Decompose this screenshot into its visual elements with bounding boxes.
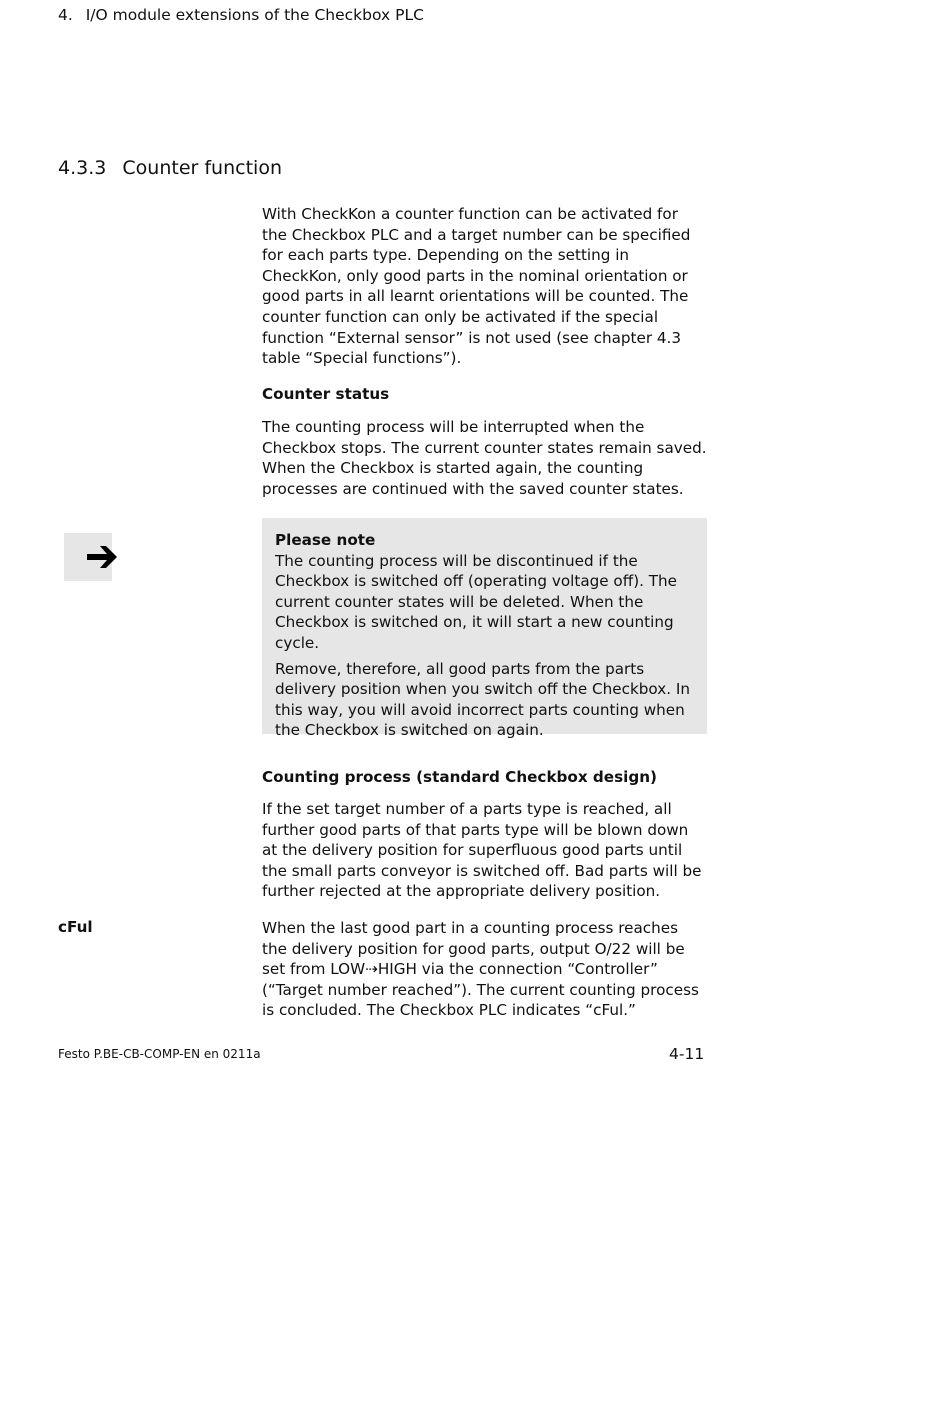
chapter-number: 4. (58, 6, 73, 24)
counting-process-text: If the set target number of a parts type is reached, all further good parts of that parts type will be blown down at the delivery position for superfluous good parts until the small parts conveyor is switched off. Bad parts will be further rejected at the appropriate delivery position. (262, 800, 702, 901)
section-number: 4.3.3 (58, 157, 107, 179)
note-title: Please note (275, 531, 376, 549)
cful-paragraph (262, 918, 707, 1021)
footer-page-number: 4-11 (669, 1045, 705, 1063)
counting-process-heading: Counting process (standard Checkbox design) (262, 768, 657, 786)
section-heading (58, 157, 282, 179)
counter-status-paragraph (262, 417, 707, 499)
intro-paragraph (262, 204, 707, 369)
cful-text: When the last good part in a counting process reaches the delivery position for good parts, output O/22 will be set from LOW⇢HIGH via the connection “Controller” (“Target number reached”). The current counting process is concluded. The Checkbox PLC indicates “cFul.” (262, 919, 699, 1020)
chapter-title: I/O module extensions of the Checkbox PLC (85, 6, 424, 24)
intro-text: With CheckKon a counter function can be activated for the Checkbox PLC and a target number can be specified for each parts type. Depending on the setting in CheckKon, only good parts in the nominal orientation or good parts in all learnt orientations will be counted. The counter function can only be activated if the special function “External sensor” is not used (see chapter 4.3 table “Special functions”). (262, 205, 691, 368)
counting-process-paragraph (262, 799, 707, 902)
running-header (58, 6, 424, 24)
note-icon-box (64, 533, 112, 581)
arrow-right-icon (85, 541, 121, 573)
counter-status-heading: Counter status (262, 385, 390, 403)
note-paragraph-2: Remove, therefore, all good parts from the parts delivery position when you switch off the Checkbox. In this way, you will avoid incorrect parts counting when the Checkbox is switched on again. (275, 659, 690, 740)
counter-status-text: The counting process will be interrupted when the Checkbox stops. The current counter states remain saved. When the Checkbox is started again, the counting processes are continued with the saved counter states. (262, 418, 707, 498)
section-title: Counter function (122, 157, 282, 179)
note-paragraph-1: The counting process will be discontinued if the Checkbox is switched off (operating voltage off). The current counter states will be deleted. When the Checkbox is switched on, it will start a new counting cycle. (275, 551, 678, 652)
footer-document-id: Festo P.BE-CB-COMP-EN en 0211a (58, 1047, 261, 1061)
cful-margin-label: cFul (58, 918, 93, 936)
please-note-box (262, 518, 707, 740)
